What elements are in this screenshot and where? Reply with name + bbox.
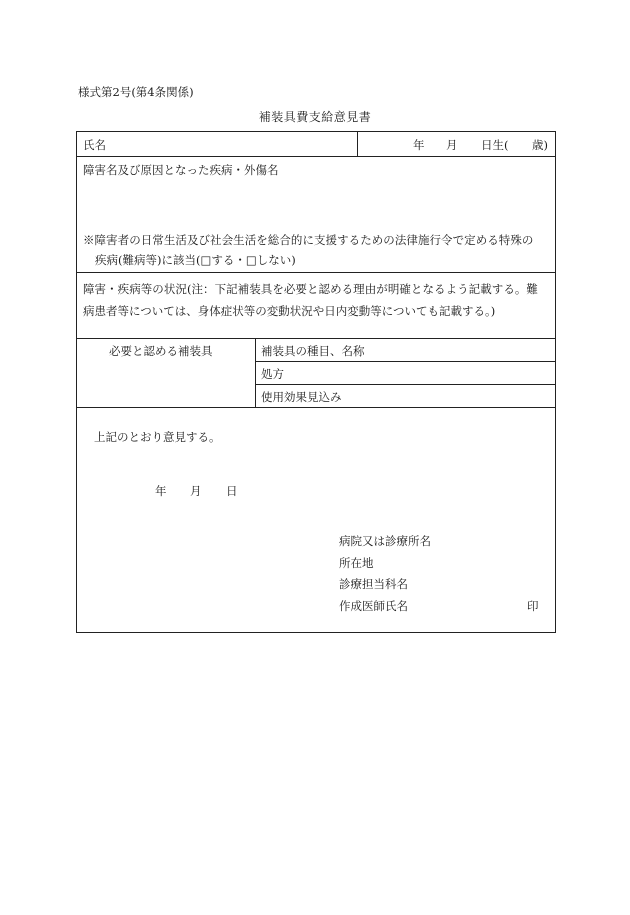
device-divider <box>255 338 256 407</box>
special-disease-checkbox-line: 疾病(難病等)に該当(□する・□しない) <box>95 253 296 267</box>
row-divider <box>77 407 555 408</box>
document-title: 補装具費支給意見書 <box>258 110 372 124</box>
condition-note: 病患者等については、身体症状等の変動状況や日内変動等についても記載する。) <box>83 304 496 318</box>
opinion-day-label: 日 <box>226 484 238 498</box>
device-section-label: 必要と認める補装具 <box>109 344 213 358</box>
diagnosis-label: 障害名及び原因となった疾病・外傷名 <box>83 163 279 177</box>
device-subrow-divider <box>255 384 555 385</box>
condition-label: 障害・疾病等の状況(注：下記補装具を必要と認める理由が明確となるよう記載する。難 <box>83 282 538 296</box>
row-divider <box>77 156 555 157</box>
birth-year-label: 年 <box>413 138 425 152</box>
row-divider <box>77 338 555 339</box>
address-label: 所在地 <box>339 556 374 570</box>
opinion-form <box>76 131 556 633</box>
effect-label: 使用効果見込み <box>261 390 342 404</box>
special-disease-note: ※障害者の日常生活及び社会生活を総合的に支援するための法律施行令で定める特殊の <box>83 233 534 247</box>
opinion-month-label: 月 <box>190 484 202 498</box>
device-type-label: 補装具の種目、名称 <box>261 344 365 358</box>
seal-mark: 印 <box>527 599 539 613</box>
doctor-name-label: 作成医師氏名 <box>339 599 408 613</box>
birth-day-label: 日生( <box>481 138 509 152</box>
opinion-statement: 上記のとおり意見する。 <box>94 430 221 444</box>
department-label: 診療担当科名 <box>339 577 408 591</box>
name-divider <box>357 132 358 156</box>
device-subrow-divider <box>255 361 555 362</box>
age-label: 歳) <box>532 138 548 152</box>
opinion-year-label: 年 <box>155 484 167 498</box>
form-reference: 様式第2号(第4条関係) <box>78 85 194 99</box>
birth-month-label: 月 <box>446 138 458 152</box>
row-divider <box>77 272 555 273</box>
prescription-label: 処方 <box>261 367 284 381</box>
name-label: 氏名 <box>83 138 106 152</box>
hospital-name-label: 病院又は診療所名 <box>339 534 431 548</box>
